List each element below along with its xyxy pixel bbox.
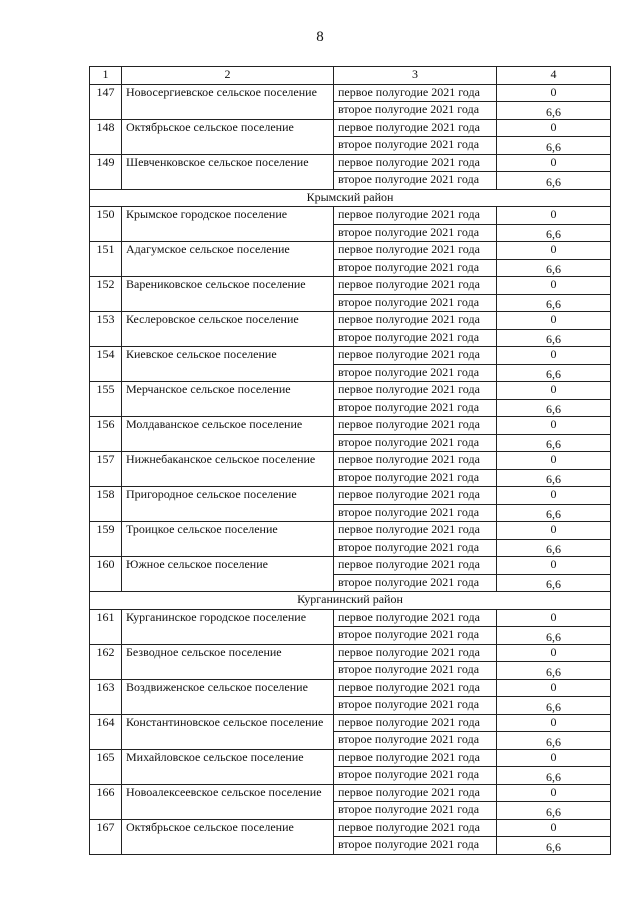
table-row xyxy=(90,784,611,802)
period-first: первое полугодие 2021 года xyxy=(334,207,497,225)
period-first: первое полугодие 2021 года xyxy=(334,382,497,400)
table-row xyxy=(90,679,611,697)
period-second: второе полугодие 2021 года xyxy=(334,574,497,592)
value-first: 0 xyxy=(497,277,611,295)
period-second: второе полугодие 2021 года xyxy=(334,662,497,680)
value-second: 6,6 xyxy=(497,802,611,820)
value-second: 6,6 xyxy=(497,137,611,155)
settlement-name: Курганинское городское поселение xyxy=(122,609,334,644)
table-row xyxy=(90,749,611,767)
table-row xyxy=(90,557,611,575)
row-number: 149 xyxy=(90,154,122,189)
settlement-name: Октябрьское сельское поселение xyxy=(122,119,334,154)
period-second: второе полугодие 2021 года xyxy=(334,802,497,820)
period-second: второе полугодие 2021 года xyxy=(334,259,497,277)
value-second: 6,6 xyxy=(497,697,611,715)
period-first: первое полугодие 2021 года xyxy=(334,679,497,697)
period-second: второе полугодие 2021 года xyxy=(334,172,497,190)
settlement-name: Новосергиевское сельское поселение xyxy=(122,84,334,119)
period-second: второе полугодие 2021 года xyxy=(334,434,497,452)
row-number: 157 xyxy=(90,452,122,487)
table-row xyxy=(90,312,611,330)
table-row xyxy=(90,207,611,225)
value-first: 0 xyxy=(497,714,611,732)
table-row xyxy=(90,242,611,260)
value-second: 6,6 xyxy=(497,259,611,277)
period-first: первое полугодие 2021 года xyxy=(334,714,497,732)
settlement-name: Безводное сельское поселение xyxy=(122,644,334,679)
district-heading: Крымский район xyxy=(90,189,611,207)
period-first: первое полугодие 2021 года xyxy=(334,347,497,365)
period-second: второе полугодие 2021 года xyxy=(334,364,497,382)
row-number: 159 xyxy=(90,522,122,557)
value-second: 6,6 xyxy=(497,539,611,557)
row-number: 166 xyxy=(90,784,122,819)
period-first: первое полугодие 2021 года xyxy=(334,749,497,767)
value-second: 6,6 xyxy=(497,329,611,347)
value-first: 0 xyxy=(497,749,611,767)
table-row xyxy=(90,154,611,172)
header-cell-1: 1 xyxy=(90,67,122,85)
value-first: 0 xyxy=(497,242,611,260)
district-row xyxy=(90,189,611,207)
row-number: 148 xyxy=(90,119,122,154)
row-number: 156 xyxy=(90,417,122,452)
value-first: 0 xyxy=(497,417,611,435)
period-first: первое полугодие 2021 года xyxy=(334,277,497,295)
page-number: 8 xyxy=(316,29,324,45)
value-first: 0 xyxy=(497,207,611,225)
table-row xyxy=(90,714,611,732)
value-second: 6,6 xyxy=(497,294,611,312)
period-first: первое полугодие 2021 года xyxy=(334,119,497,137)
value-second: 6,6 xyxy=(497,837,611,855)
row-number: 160 xyxy=(90,557,122,592)
period-second: второе полугодие 2021 года xyxy=(334,224,497,242)
table-row xyxy=(90,819,611,837)
value-first: 0 xyxy=(497,557,611,575)
period-second: второе полугодие 2021 года xyxy=(334,767,497,785)
row-number: 162 xyxy=(90,644,122,679)
value-second: 6,6 xyxy=(497,434,611,452)
row-number: 164 xyxy=(90,714,122,749)
value-first: 0 xyxy=(497,609,611,627)
table-row xyxy=(90,382,611,400)
table-row xyxy=(90,347,611,365)
value-second: 6,6 xyxy=(497,224,611,242)
period-second: второе полугодие 2021 года xyxy=(334,329,497,347)
period-first: первое полугодие 2021 года xyxy=(334,242,497,260)
settlement-name: Новоалексеевское сельское поселение xyxy=(122,784,334,819)
row-number: 167 xyxy=(90,819,122,854)
settlement-name: Молдаванское сельское поселение xyxy=(122,417,334,452)
row-number: 152 xyxy=(90,277,122,312)
row-number: 151 xyxy=(90,242,122,277)
period-second: второе полугодие 2021 года xyxy=(334,294,497,312)
value-first: 0 xyxy=(497,312,611,330)
value-first: 0 xyxy=(497,154,611,172)
settlement-name: Мерчанское сельское поселение xyxy=(122,382,334,417)
row-number: 155 xyxy=(90,382,122,417)
value-second: 6,6 xyxy=(497,504,611,522)
settlements-table xyxy=(89,66,611,855)
value-first: 0 xyxy=(497,452,611,470)
period-second: второе полугодие 2021 года xyxy=(334,539,497,557)
settlement-name: Октябрьское сельское поселение xyxy=(122,819,334,854)
period-first: первое полугодие 2021 года xyxy=(334,154,497,172)
value-first: 0 xyxy=(497,487,611,505)
value-second: 6,6 xyxy=(497,574,611,592)
period-second: второе полугодие 2021 года xyxy=(334,399,497,417)
value-first: 0 xyxy=(497,382,611,400)
settlement-name: Киевское сельское поселение xyxy=(122,347,334,382)
value-second: 6,6 xyxy=(497,767,611,785)
period-first: первое полугодие 2021 года xyxy=(334,487,497,505)
settlement-name: Пригородное сельское поселение xyxy=(122,487,334,522)
period-first: первое полугодие 2021 года xyxy=(334,312,497,330)
row-number: 147 xyxy=(90,84,122,119)
value-first: 0 xyxy=(497,784,611,802)
table-body xyxy=(90,67,611,855)
value-first: 0 xyxy=(497,84,611,102)
period-first: первое полугодие 2021 года xyxy=(334,819,497,837)
row-number: 158 xyxy=(90,487,122,522)
district-row xyxy=(90,592,611,610)
settlement-name: Крымское городское поселение xyxy=(122,207,334,242)
settlement-name: Михайловское сельское поселение xyxy=(122,749,334,784)
period-first: первое полугодие 2021 года xyxy=(334,644,497,662)
value-first: 0 xyxy=(497,679,611,697)
header-row xyxy=(90,67,611,85)
period-second: второе полугодие 2021 года xyxy=(334,732,497,750)
table-row xyxy=(90,84,611,102)
value-second: 6,6 xyxy=(497,469,611,487)
value-second: 6,6 xyxy=(497,627,611,645)
period-first: первое полугодие 2021 года xyxy=(334,522,497,540)
value-first: 0 xyxy=(497,347,611,365)
period-second: второе полугодие 2021 года xyxy=(334,137,497,155)
settlement-name: Шевченковское сельское поселение xyxy=(122,154,334,189)
period-second: второе полугодие 2021 года xyxy=(334,837,497,855)
row-number: 153 xyxy=(90,312,122,347)
period-first: первое полугодие 2021 года xyxy=(334,452,497,470)
district-heading: Курганинский район xyxy=(90,592,611,610)
period-second: второе полугодие 2021 года xyxy=(334,697,497,715)
period-second: второе полугодие 2021 года xyxy=(334,102,497,120)
settlement-name: Кеслеровское сельское поселение xyxy=(122,312,334,347)
value-second: 6,6 xyxy=(497,102,611,120)
settlement-name: Варениковское сельское поселение xyxy=(122,277,334,312)
period-second: второе полугодие 2021 года xyxy=(334,469,497,487)
row-number: 161 xyxy=(90,609,122,644)
period-second: второе полугодие 2021 года xyxy=(334,627,497,645)
row-number: 165 xyxy=(90,749,122,784)
table-row xyxy=(90,452,611,470)
value-second: 6,6 xyxy=(497,662,611,680)
settlement-name: Нижнебаканское сельское поселение xyxy=(122,452,334,487)
table-row xyxy=(90,487,611,505)
period-first: первое полугодие 2021 года xyxy=(334,84,497,102)
value-second: 6,6 xyxy=(497,364,611,382)
table-row xyxy=(90,119,611,137)
settlement-name: Южное сельское поселение xyxy=(122,557,334,592)
row-number: 154 xyxy=(90,347,122,382)
table-row xyxy=(90,522,611,540)
settlement-name: Адагумское сельское поселение xyxy=(122,242,334,277)
table-row xyxy=(90,609,611,627)
period-first: первое полугодие 2021 года xyxy=(334,417,497,435)
value-second: 6,6 xyxy=(497,399,611,417)
row-number: 150 xyxy=(90,207,122,242)
value-second: 6,6 xyxy=(497,172,611,190)
value-first: 0 xyxy=(497,644,611,662)
value-first: 0 xyxy=(497,819,611,837)
header-cell-4: 4 xyxy=(497,67,611,85)
settlement-name: Троицкое сельское поселение xyxy=(122,522,334,557)
header-cell-2: 2 xyxy=(122,67,334,85)
value-second: 6,6 xyxy=(497,732,611,750)
table-row xyxy=(90,644,611,662)
table-row xyxy=(90,277,611,295)
period-first: первое полугодие 2021 года xyxy=(334,557,497,575)
period-first: первое полугодие 2021 года xyxy=(334,609,497,627)
period-second: второе полугодие 2021 года xyxy=(334,504,497,522)
value-first: 0 xyxy=(497,522,611,540)
settlement-name: Константиновское сельское поселение xyxy=(122,714,334,749)
table-row xyxy=(90,417,611,435)
header-cell-3: 3 xyxy=(334,67,497,85)
period-first: первое полугодие 2021 года xyxy=(334,784,497,802)
row-number: 163 xyxy=(90,679,122,714)
value-first: 0 xyxy=(497,119,611,137)
settlement-name: Воздвиженское сельское поселение xyxy=(122,679,334,714)
